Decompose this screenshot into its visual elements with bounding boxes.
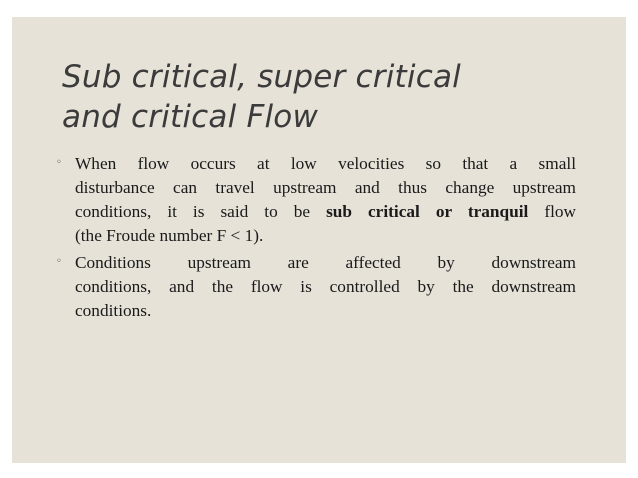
bullet-item-downstream <box>56 251 576 323</box>
bullet-1-bold-term: sub critical or tranquil <box>326 202 529 221</box>
bullet-2-line-3: conditions. <box>75 301 152 320</box>
bullet-1-line-4: (the Froude number F < 1). <box>75 226 264 245</box>
bullet-marker-icon: ◦ <box>56 157 62 168</box>
bullet-1-line-2: disturbance can travel upstream and thus change upstream <box>75 178 576 197</box>
slide-title <box>62 57 582 137</box>
slide <box>12 17 626 463</box>
bullet-1-line-3-end: flow <box>528 202 577 221</box>
bullet-1-line-3 <box>75 200 576 224</box>
slide-title-line-1: Sub critical, super critical <box>62 59 461 95</box>
bullet-marker-icon: ◦ <box>56 256 62 267</box>
slide-title-line-2: and critical Flow <box>62 99 319 135</box>
bullet-1-line-1: When flow occurs at low velocities so that a small <box>75 154 576 173</box>
bullet-2-line-1: Conditions upstream are affected by downstream <box>75 253 576 272</box>
bullet-1-line-3-text: conditions, it is said to be <box>75 202 327 221</box>
bullet-list <box>56 152 576 326</box>
bullet-2-line-2: conditions, and the flow is controlled by the downstream <box>75 277 576 296</box>
bullet-item-subcritical <box>56 152 576 248</box>
